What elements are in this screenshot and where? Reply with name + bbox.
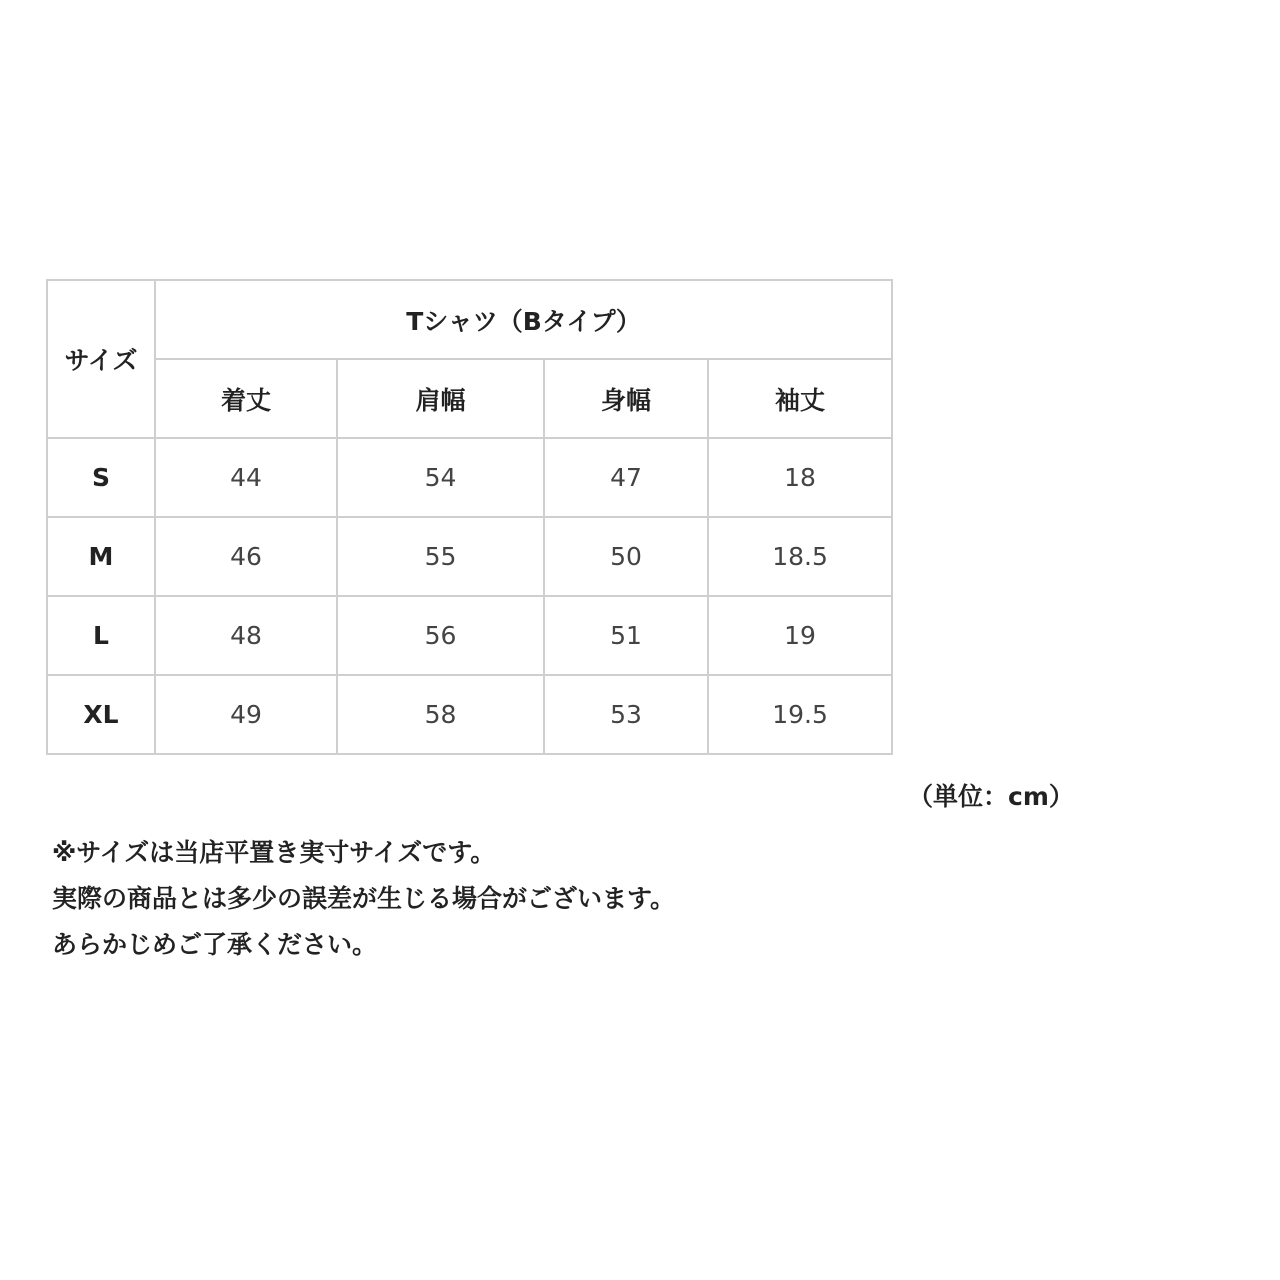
note-line: あらかじめご了承ください。	[52, 930, 378, 959]
table-cell: 18	[708, 438, 892, 517]
table-row	[47, 675, 892, 754]
column-header-sleeve: 袖丈	[708, 359, 892, 438]
size-column-header: サイズ	[47, 280, 155, 438]
table-row	[47, 517, 892, 596]
product-title-header: Tシャツ（Bタイプ）	[155, 280, 892, 359]
table-cell: 51	[544, 596, 708, 675]
measurement-notes	[52, 830, 675, 968]
table-cell: 19.5	[708, 675, 892, 754]
table-cell: 19	[708, 596, 892, 675]
table-cell: 58	[337, 675, 544, 754]
column-header-shoulder: 肩幅	[337, 359, 544, 438]
table-cell: 47	[544, 438, 708, 517]
table-cell: 48	[155, 596, 337, 675]
table-subheader-row	[47, 359, 892, 438]
table-cell: 56	[337, 596, 544, 675]
table-cell: 46	[155, 517, 337, 596]
unit-note: （単位：cm）	[908, 782, 1074, 811]
row-size-label: XL	[47, 675, 155, 754]
note-line: 実際の商品とは多少の誤差が生じる場合がございます。	[52, 884, 676, 913]
row-size-label: S	[47, 438, 155, 517]
table-cell: 50	[544, 517, 708, 596]
table-row	[47, 596, 892, 675]
table-cell: 49	[155, 675, 337, 754]
table-cell: 53	[544, 675, 708, 754]
size-chart-table	[46, 279, 893, 755]
column-header-length: 着丈	[155, 359, 337, 438]
table-cell: 54	[337, 438, 544, 517]
table-row	[47, 438, 892, 517]
row-size-label: M	[47, 517, 155, 596]
table-header-row	[47, 280, 892, 359]
table-cell: 44	[155, 438, 337, 517]
note-line: ※サイズは当店平置き実寸サイズです。	[52, 838, 496, 867]
table-cell: 18.5	[708, 517, 892, 596]
column-header-chest: 身幅	[544, 359, 708, 438]
table-cell: 55	[337, 517, 544, 596]
row-size-label: L	[47, 596, 155, 675]
